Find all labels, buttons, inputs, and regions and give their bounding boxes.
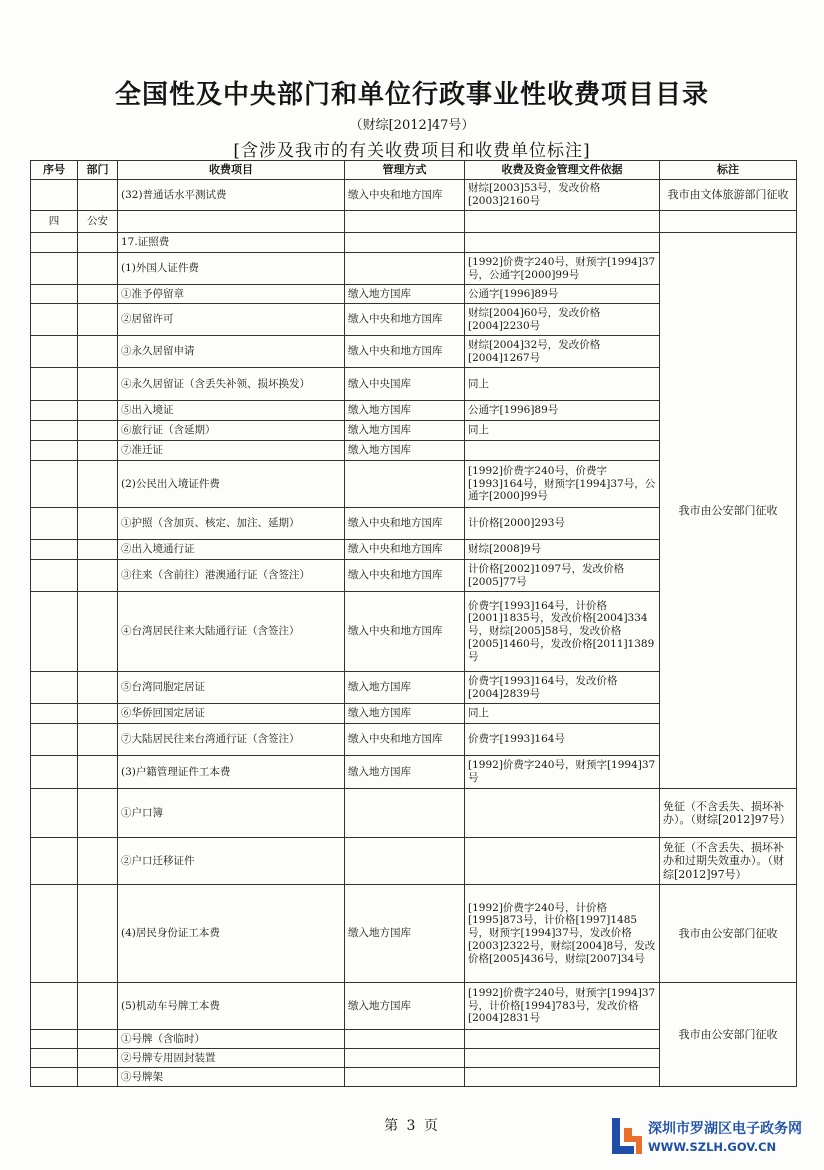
site-logo-icon <box>608 1114 646 1158</box>
cell-mgmt: 缴入中央和地方国库 <box>345 336 465 368</box>
site-watermark <box>608 1112 818 1162</box>
page-number: 第 3 页 <box>384 1118 440 1134</box>
cell-mgmt: 缴入地方国库 <box>345 441 465 461</box>
cell-seq <box>31 508 78 540</box>
cell-dept <box>78 441 118 461</box>
cell-basis: 计价格[2000]293号 <box>465 508 660 540</box>
cell-basis: 价费字[1993]164号，计价格[2001]1835号，发改价格[2004]334号，财综[2005]58号，发改价格[2005]1460号，发改价格[2011]1389号 <box>465 592 660 672</box>
cell-basis: 同上 <box>465 368 660 401</box>
cell-dept <box>78 592 118 672</box>
site-name: 深圳市罗湖区电子政务网 <box>648 1121 802 1137</box>
cell-item: (3)户籍管理证件工本费 <box>118 756 345 789</box>
cell-item: ④永久居留证（含丢失补领、损坏换发） <box>118 368 345 401</box>
cell-dept <box>78 401 118 421</box>
table-row <box>31 983 797 1030</box>
cell-basis <box>465 838 660 885</box>
cell-basis: 财综[2003]53号，发改价格[2003]2160号 <box>465 180 660 211</box>
cell-basis: [1992]价费字240号，财预字[1994]37号，公通字[2000]99号 <box>465 253 660 285</box>
cell-dept <box>78 838 118 885</box>
cell-dept <box>78 180 118 211</box>
table-row <box>31 885 797 983</box>
cell-dept <box>78 421 118 441</box>
cell-basis: 财综[2004]60号，发改价格[2004]2230号 <box>465 304 660 336</box>
cell-basis: 财综[2008]9号 <box>465 540 660 560</box>
cell-item: (32)普通话水平测试费 <box>118 180 345 211</box>
cell-seq: 四 <box>31 211 78 233</box>
cell-basis: 公通字[1996]89号 <box>465 401 660 421</box>
header-note: 标注 <box>660 161 797 180</box>
cell-mgmt: 缴入中央和地方国库 <box>345 540 465 560</box>
cell-dept <box>78 756 118 789</box>
group-note-plates: 我市由公安部门征收 <box>660 983 797 1087</box>
cell-mgmt: 缴入中央国库 <box>345 368 465 401</box>
cell-basis: [1992]价费字240号，财预字[1994]37号，计价格[1994]783号，发改价格[2004]2831号 <box>465 983 660 1030</box>
cell-item: ⑤台湾同胞定居证 <box>118 672 345 704</box>
cell-item: (4)居民身份证工本费 <box>118 885 345 983</box>
cell-mgmt <box>345 838 465 885</box>
cell-mgmt: 缴入地方国库 <box>345 756 465 789</box>
cell-dept <box>78 461 118 508</box>
cell-seq <box>31 789 78 838</box>
cell-basis <box>465 1068 660 1087</box>
cell-dept <box>78 983 118 1030</box>
cell-mgmt <box>345 1049 465 1068</box>
cell-mgmt: 缴入中央和地方国库 <box>345 304 465 336</box>
cell-basis: 财综[2004]32号，发改价格[2004]1267号 <box>465 336 660 368</box>
cell-item: ①护照（含加页、核定、加注、延期） <box>118 508 345 540</box>
cell-mgmt <box>345 211 465 233</box>
cell-seq <box>31 885 78 983</box>
cell-seq <box>31 592 78 672</box>
cell-seq <box>31 1030 78 1049</box>
cell-basis: [1992]价费字240号，计价格[1995]873号，计价格[1997]1485号，财预字[1994]37号，发改价格[2003]2322号，财综[2004]8号，发改价格[2005]436号，财综[2007]34号 <box>465 885 660 983</box>
cell-item: ⑥旅行证（含延期） <box>118 421 345 441</box>
cell-dept <box>78 672 118 704</box>
cell-mgmt <box>345 233 465 253</box>
cell-seq <box>31 368 78 401</box>
cell-seq <box>31 756 78 789</box>
cell-dept <box>78 1068 118 1087</box>
cell-dept <box>78 253 118 285</box>
cell-dept <box>78 1049 118 1068</box>
cell-mgmt: 缴入中央和地方国库 <box>345 508 465 540</box>
cell-note: 我市由公安部门征收 <box>660 885 797 983</box>
cell-mgmt: 缴入中央和地方国库 <box>345 592 465 672</box>
cell-item: (5)机动车号牌工本费 <box>118 983 345 1030</box>
cell-mgmt: 缴入地方国库 <box>345 983 465 1030</box>
cell-seq <box>31 461 78 508</box>
cell-mgmt <box>345 1030 465 1049</box>
cell-item: ⑥华侨回国定居证 <box>118 704 345 724</box>
cell-dept <box>78 1030 118 1049</box>
cell-mgmt: 缴入中央和地方国库 <box>345 724 465 756</box>
cell-note: 免征（不含丢失、损坏补办和过期失效重办）。（财综[2012]97号） <box>660 838 797 885</box>
header-basis: 收费及资金管理文件依据 <box>465 161 660 180</box>
cell-mgmt: 缴入中央和地方国库 <box>345 560 465 592</box>
cell-seq <box>31 233 78 253</box>
cell-item <box>118 211 345 233</box>
cell-item: ②居留许可 <box>118 304 345 336</box>
cell-dept <box>78 560 118 592</box>
table-row <box>31 180 797 211</box>
cell-mgmt: 缴入地方国库 <box>345 704 465 724</box>
fee-table <box>30 160 797 1087</box>
table-row <box>31 233 797 253</box>
cell-dept <box>78 285 118 304</box>
document-title: 全国性及中央部门和单位行政事业性收费项目目录 <box>114 80 709 110</box>
cell-dept <box>78 304 118 336</box>
cell-item: ④台湾居民往来大陆通行证（含签注） <box>118 592 345 672</box>
cell-basis <box>465 233 660 253</box>
cell-basis <box>465 1030 660 1049</box>
cell-mgmt <box>345 1068 465 1087</box>
table-header-row <box>31 161 797 180</box>
cell-dept <box>78 368 118 401</box>
cell-mgmt: 缴入地方国库 <box>345 672 465 704</box>
cell-seq <box>31 540 78 560</box>
site-url: WWW.SZLH.GOV.CN <box>648 1140 777 1154</box>
group-note-certificates: 我市由公安部门征收 <box>660 233 797 789</box>
cell-basis <box>465 441 660 461</box>
cell-mgmt: 缴入中央和地方国库 <box>345 180 465 211</box>
header-mgmt: 管理方式 <box>345 161 465 180</box>
document-number: （财综[2012]47号） <box>349 118 475 133</box>
cell-note: 我市由文体旅游部门征收 <box>660 180 797 211</box>
cell-seq <box>31 1068 78 1087</box>
cell-note: 免征（不含丢失、损坏补办）。（财综[2012]97号） <box>660 789 797 838</box>
table-row <box>31 211 797 233</box>
cell-seq <box>31 724 78 756</box>
cell-seq <box>31 672 78 704</box>
cell-item: ①号牌（含临时） <box>118 1030 345 1049</box>
cell-basis: 同上 <box>465 704 660 724</box>
cell-note <box>660 211 797 233</box>
cell-item: (2)公民出入境证件费 <box>118 461 345 508</box>
cell-seq <box>31 441 78 461</box>
cell-item: ②出入境通行证 <box>118 540 345 560</box>
document-annotation: [含涉及我市的有关收费项目和收费单位标注] <box>233 141 591 161</box>
cell-dept: 公安 <box>78 211 118 233</box>
cell-dept <box>78 540 118 560</box>
cell-basis <box>465 789 660 838</box>
cell-seq <box>31 336 78 368</box>
cell-seq <box>31 180 78 211</box>
cell-mgmt: 缴入地方国库 <box>345 285 465 304</box>
cell-item: ②号牌专用固封装置 <box>118 1049 345 1068</box>
cell-item: ③号牌架 <box>118 1068 345 1087</box>
cell-seq <box>31 1049 78 1068</box>
cell-basis: [1992]价费字240号，财预字[1994]37号 <box>465 756 660 789</box>
cell-seq <box>31 838 78 885</box>
cell-basis <box>465 211 660 233</box>
cell-mgmt <box>345 253 465 285</box>
cell-dept <box>78 336 118 368</box>
cell-item: ⑦大陆居民往来台湾通行证（含签注） <box>118 724 345 756</box>
cell-seq <box>31 983 78 1030</box>
cell-seq <box>31 285 78 304</box>
cell-mgmt: 缴入地方国库 <box>345 885 465 983</box>
cell-item: ③永久居留申请 <box>118 336 345 368</box>
cell-item: ②户口迁移证件 <box>118 838 345 885</box>
cell-item: (1)外国人证件费 <box>118 253 345 285</box>
cell-basis: 计价格[2002]1097号，发改价格[2005]77号 <box>465 560 660 592</box>
cell-dept <box>78 724 118 756</box>
cell-basis <box>465 1049 660 1068</box>
cell-dept <box>78 508 118 540</box>
cell-item: ⑦准迁证 <box>118 441 345 461</box>
cell-seq <box>31 421 78 441</box>
cell-seq <box>31 704 78 724</box>
cell-seq <box>31 304 78 336</box>
header-item: 收费项目 <box>118 161 345 180</box>
cell-seq <box>31 560 78 592</box>
cell-basis: 公通字[1996]89号 <box>465 285 660 304</box>
cell-seq <box>31 401 78 421</box>
table-row <box>31 838 797 885</box>
header-dept: 部门 <box>78 161 118 180</box>
cell-dept <box>78 233 118 253</box>
cell-dept <box>78 789 118 838</box>
cell-basis: 同上 <box>465 421 660 441</box>
cell-basis: 价费字[1993]164号，发改价格[2004]2839号 <box>465 672 660 704</box>
cell-item: ⑤出入境证 <box>118 401 345 421</box>
cell-basis: [1992]价费字240号，价费字[1993]164号，财预字[1994]37号，公通字[2000]99号 <box>465 461 660 508</box>
cell-mgmt: 缴入地方国库 <box>345 401 465 421</box>
cell-dept <box>78 885 118 983</box>
cell-item: ①准予停留章 <box>118 285 345 304</box>
header-seq: 序号 <box>31 161 78 180</box>
cell-mgmt <box>345 461 465 508</box>
cell-item: ①户口簿 <box>118 789 345 838</box>
table-row <box>31 789 797 838</box>
cell-dept <box>78 704 118 724</box>
cell-mgmt <box>345 789 465 838</box>
cell-basis: 价费字[1993]164号 <box>465 724 660 756</box>
cell-seq <box>31 253 78 285</box>
cell-item: ③往来（含前往）港澳通行证（含签注） <box>118 560 345 592</box>
cell-item: 17.证照费 <box>118 233 345 253</box>
cell-mgmt: 缴入地方国库 <box>345 421 465 441</box>
